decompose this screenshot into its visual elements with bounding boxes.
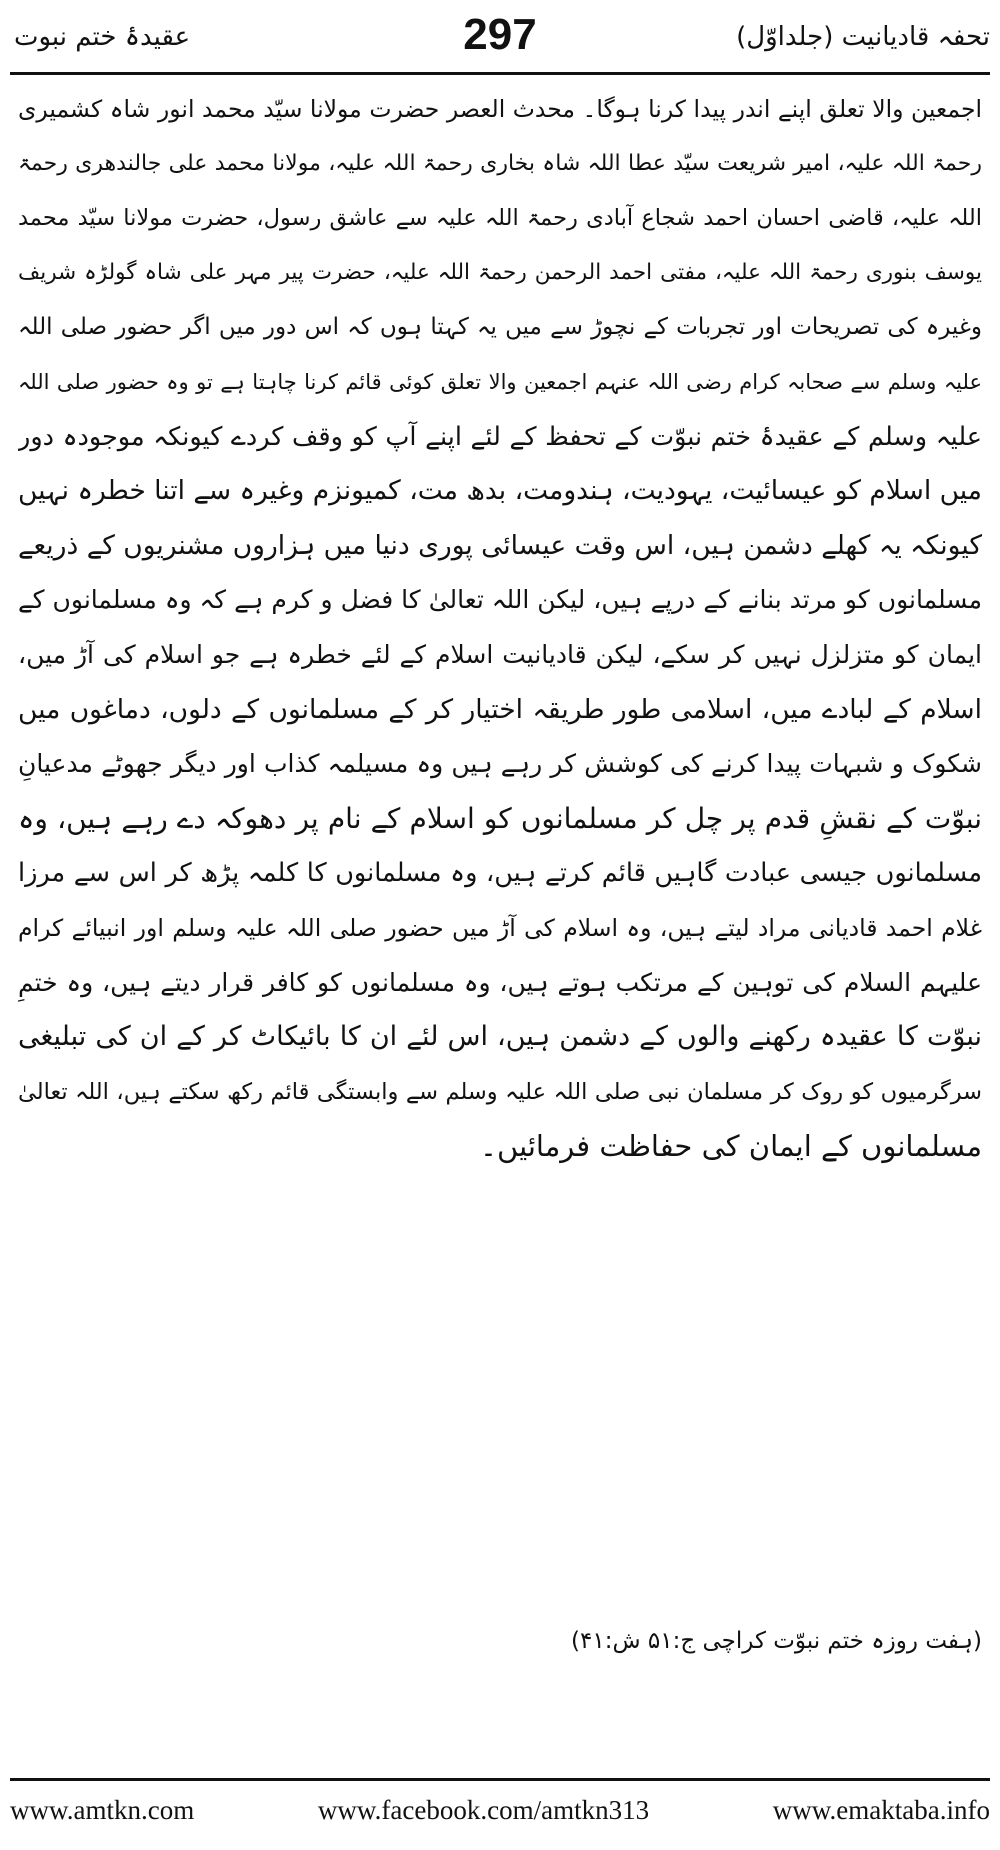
footer-link-amtkn[interactable]: www.amtkn.com xyxy=(10,1795,195,1825)
footer-link-emaktaba[interactable]: www.emaktaba.info xyxy=(772,1795,990,1825)
text-line: رحمۃ اللہ علیہ، امیر شریعت سیّد عطا اللہ شاہ بخاری رحمۃ اللہ علیہ، مولانا محمد علی جالندھری رحمۃ xyxy=(18,150,982,176)
text-line: مسلمانوں کو مرتد بنانے کے درپے ہیں، لیکن اللہ تعالیٰ کا فضل و کرم ہے کہ وہ مسلمانوں کے xyxy=(18,585,982,615)
text-line: نبوّت کے نقشِ قدم پر چل کر مسلمانوں کو اسلام کے نام پر دھوکہ دے رہے ہیں، وہ xyxy=(18,801,982,835)
text-line: اسلام کے لبادے میں، اسلامی طور طریقہ اختیار کر کے مسلمانوں کے دلوں، دماغوں میں xyxy=(18,693,982,725)
text-line: اللہ علیہ، قاضی احسان احمد شجاع آبادی رحمۃ اللہ علیہ سے عاشق رسول، حضرت مولانا سیّد محمد xyxy=(18,205,982,232)
body-text xyxy=(18,82,982,1174)
text-line: علیہم السلام کی توہین کے مرتکب ہوتے ہیں، وہ مسلمانوں کو کافر قرار دیتے ہیں، وہ ختمِ xyxy=(18,967,982,997)
text-line: کیونکہ یہ کھلے دشمن ہیں، اس وقت عیسائی پوری دنیا میں ہزاروں مشنریوں کے ذریعے xyxy=(18,529,982,561)
text-line: اجمعین والا تعلق اپنے اندر پیدا کرنا ہوگا۔ محدث العصر حضرت مولانا سیّد محمد انور شاہ کشمیری xyxy=(18,95,982,123)
text-line: یوسف بنوری رحمۃ اللہ علیہ، مفتی احمد الرحمن رحمۃ اللہ علیہ، حضرت پیر مہر علی شاہ گولڑہ شریف xyxy=(18,259,982,285)
section-title: عقیدۂ ختم نبوت xyxy=(14,22,191,52)
book-title: تحفہ قادیانیت (جلداوّل) xyxy=(736,22,990,52)
text-line: میں اسلام کو عیسائیت، یہودیت، ہندومت، بدھ مت، کمیونزم وغیرہ سے اتنا خطرہ نہیں xyxy=(18,475,982,507)
source-citation: (ہفت روزہ ختم نبوّت کراچی ج:۵۱ ش:۴۱) xyxy=(571,1628,982,1654)
text-line: نبوّت کا عقیدہ رکھنے والوں کے دشمن ہیں، اس لئے ان کا بائیکاٹ کر کے ان کی تبلیغی xyxy=(18,1021,982,1053)
text-line: علیہ وسلم سے صحابہ کرام رضی اللہ عنہم اجمعین والا تعلق کوئی قائم کرنا چاہتا ہے تو وہ حضور صلی اللہ xyxy=(18,369,982,394)
header-divider xyxy=(10,72,990,75)
text-line: علیہ وسلم کے عقیدۂ ختم نبوّت کے تحفظ کے لئے اپنے آپ کو وقف کردے کیونکہ موجودہ دور xyxy=(18,421,982,452)
text-line: مسلمانوں جیسی عبادت گاہیں قائم کرتے ہیں، وہ مسلمانوں کا کلمہ پڑھ کر اس سے مرزا xyxy=(18,858,982,889)
page-number: 297 xyxy=(463,10,537,59)
text-line: ایمان کو متزلزل نہیں کر سکے، لیکن قادیانیت اسلام کے لئے خطرہ ہے جو اسلام کی آڑ میں، xyxy=(18,639,982,669)
footer-link-facebook[interactable]: www.facebook.com/amtkn313 xyxy=(317,1795,650,1825)
text-line: غلام احمد قادیانی مراد لیتے ہیں، وہ اسلام کی آڑ میں حضور صلی اللہ علیہ وسلم اور انبیائے کرام xyxy=(18,913,982,942)
text-line: مسلمانوں کے ایمان کی حفاظت فرمائیں۔ xyxy=(480,1129,982,1164)
text-line: سرگرمیوں کو روک کر مسلمان نبی صلی اللہ علیہ وسلم سے وابستگی قائم رکھ سکتے ہیں، اللہ تعالیٰ xyxy=(18,1078,982,1105)
text-line: وغیرہ کی تصریحات اور تجربات کے نچوڑ سے میں یہ کہتا ہوں کہ اس دور میں اگر حضور صلی اللہ xyxy=(18,314,982,341)
footer xyxy=(10,1795,990,1826)
text-line: شکوک و شبہات پیدا کرنے کی کوشش کر رہے ہیں وہ مسیلمہ کذاب اور دیگر جھوٹے مدعیانِ xyxy=(18,749,982,779)
footer-divider xyxy=(10,1778,990,1781)
